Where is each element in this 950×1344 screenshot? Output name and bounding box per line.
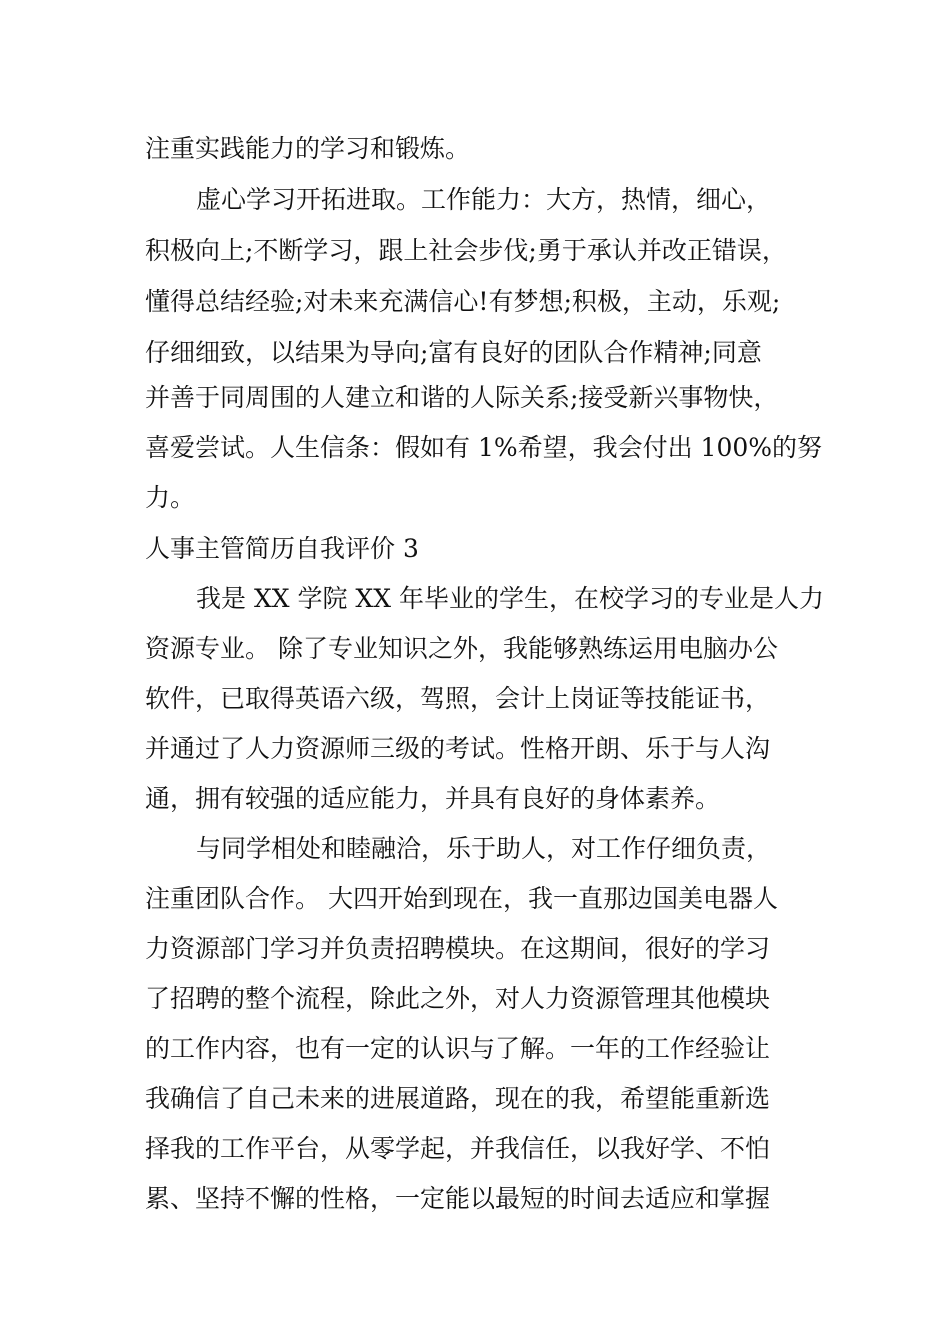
paragraph-start-line: 我是 XX 学院 XX 年毕业的学生，在校学习的专业是人力 [196, 584, 824, 613]
paragraph-start-line: 与同学相处和睦融洽，乐于助人，对工作仔细负责， [196, 834, 772, 863]
text-line: 并善于同周围的人建立和谐的人际关系;接受新兴事物快， [145, 383, 779, 412]
text-line: 积极向上;不断学习，跟上社会步伐;勇于承认并改正错误， [145, 236, 787, 265]
text-line: 的工作内容，也有一定的认识与了解。一年的工作经验让 [145, 1034, 771, 1063]
text-line: 通，拥有较强的适应能力，并具有良好的身体素养。 [145, 784, 721, 813]
text-line: 软件，已取得英语六级，驾照，会计上岗证等技能证书， [145, 684, 771, 713]
text-line: 仔细细致，以结果为导向;富有良好的团队合作精神;同意 [145, 338, 762, 367]
text-line: 懂得总结经验;对未来充满信心!有梦想;积极，主动，乐观; [145, 287, 781, 316]
text-line: 注重实践能力的学习和锻炼。 [145, 134, 471, 163]
text-line: 并通过了人力资源师三级的考试。性格开朗、乐于与人沟 [145, 734, 771, 763]
text-line: 资源专业。 除了专业知识之外，我能够熟练运用电脑办公 [145, 634, 778, 663]
section-heading: 人事主管简历自我评价 3 [145, 534, 419, 563]
text-line: 力。 [145, 483, 196, 512]
text-line: 我确信了自己未来的进展道路，现在的我，希望能重新选 [145, 1084, 771, 1113]
text-line: 注重团队合作。 大四开始到现在，我一直那边国美电器人 [145, 884, 778, 913]
text-line: 了招聘的整个流程，除此之外，对人力资源管理其他模块 [145, 984, 771, 1013]
paragraph-start-line: 虚心学习开拓进取。工作能力：大方，热情，细心， [196, 185, 772, 214]
text-line: 力资源部门学习并负责招聘模块。在这期间，很好的学习 [145, 934, 771, 963]
text-line: 择我的工作平台，从零学起，并我信任，以我好学、不怕 [145, 1134, 771, 1163]
text-line: 累、坚持不懈的性格，一定能以最短的时间去适应和掌握 [145, 1184, 771, 1213]
text-line: 喜爱尝试。人生信条：假如有 1%希望，我会付出 100%的努 [145, 433, 823, 462]
